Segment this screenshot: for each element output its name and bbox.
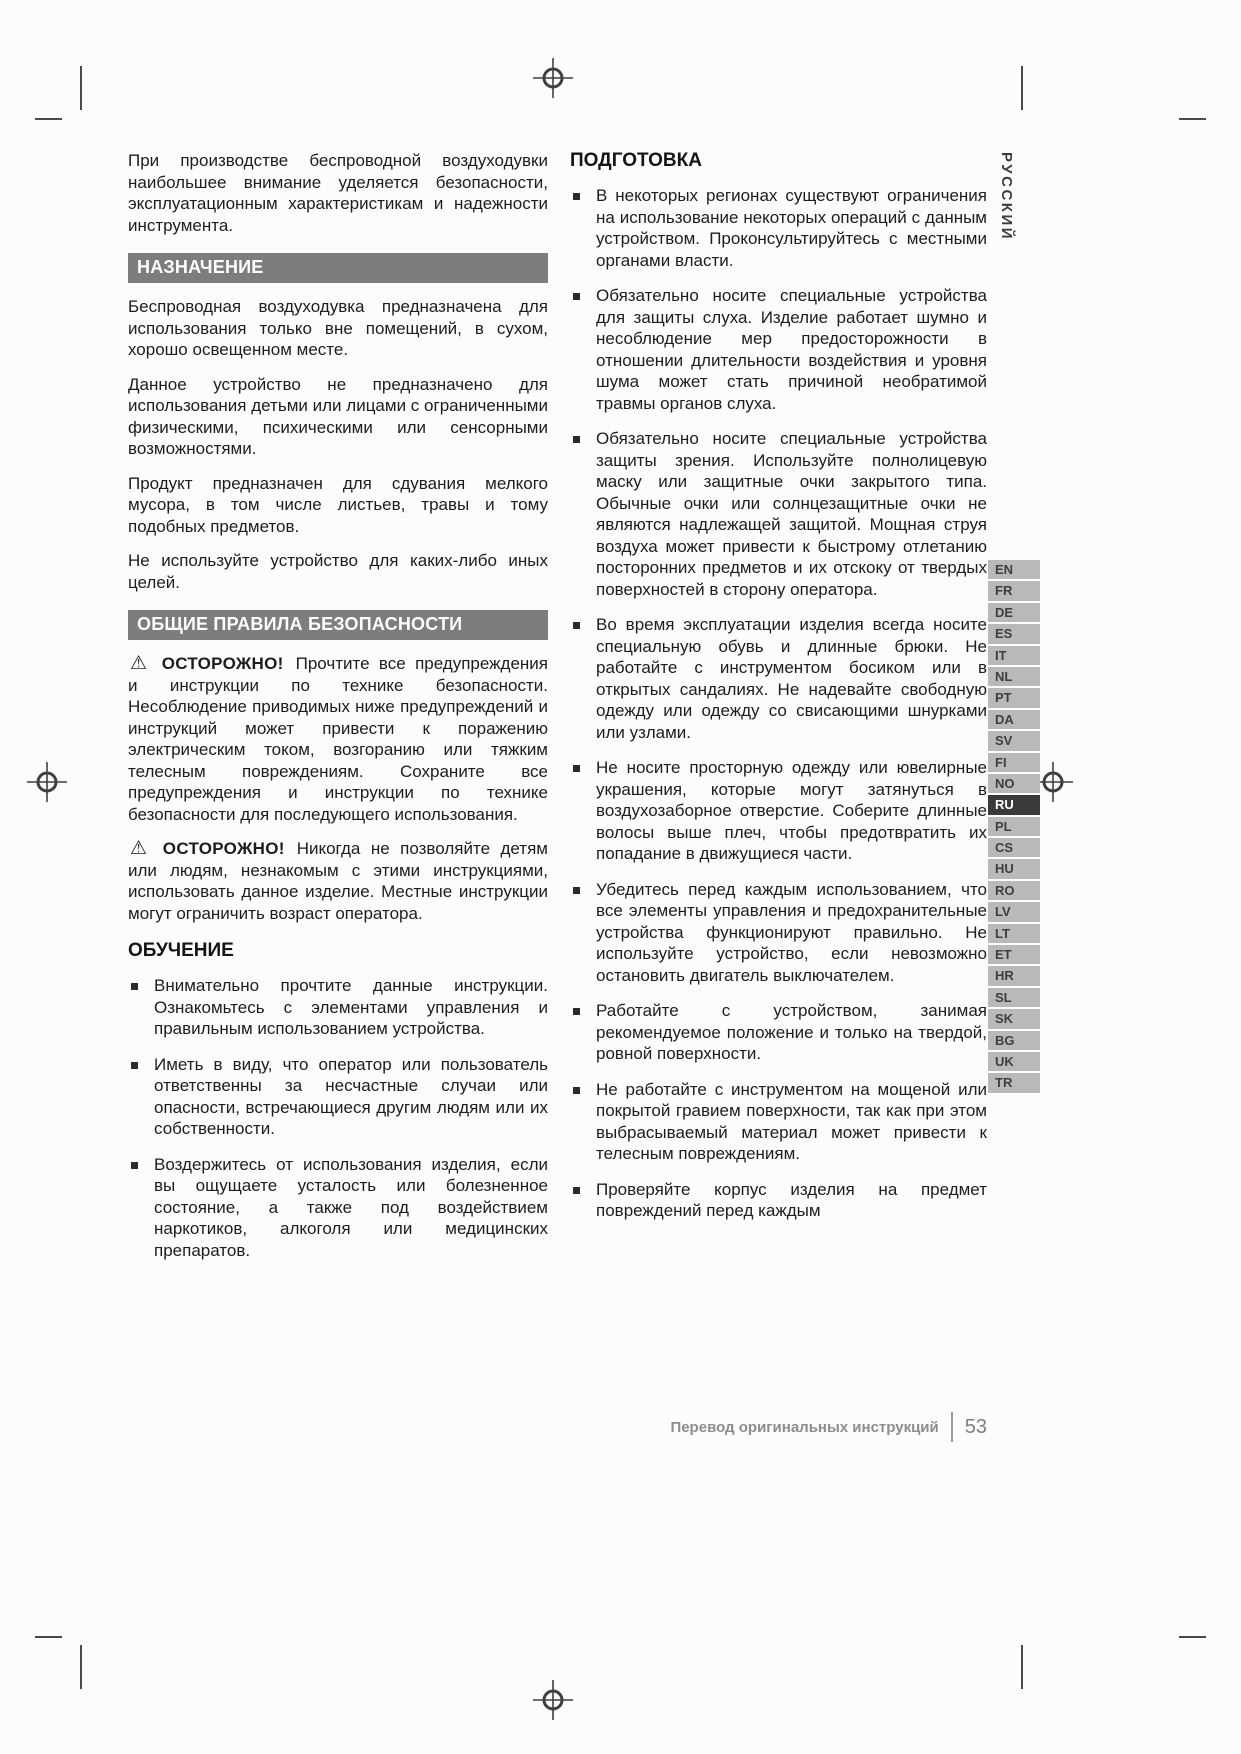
purpose-paragraph: Продукт предназначен для сдувания мелкого мусора, в том числе листьев, травы и тому подобных предметов. [128,473,548,536]
bullet-icon [573,193,580,200]
bullet-icon [131,1162,138,1169]
language-tab-fr: FR [988,581,1040,602]
trim-mark-bottom-right-vertical [1021,1645,1023,1689]
bullet-icon [573,1187,580,1194]
list-item: Убедитесь перед каждым использованием, что все элементы управления и предохранительные устройства функционируют правильно. Не используйте устройство, если невозможно остановить двигатель выключателем. [570,879,987,987]
warning-paragraph-1 [128,653,548,825]
language-tab-es: ES [988,624,1040,645]
warning-text: Прочтите все предупреждения и инструкции по технике безопасности. Несоблюдение приводимых ниже предупреждений и инструкций может привести к поражению электрическим током, возгоранию или тяжким телесным повреждениям. Сохраните все предупреждения и инструкции по технике безопасности для последующего использования. [128,654,548,824]
list-item: В некоторых регионах существуют ограничения на использование некоторых операций с данным устройством. Проконсультируйтесь с местными органами власти. [570,185,987,271]
warning-label: ОСТОРОЖНО! [162,839,285,858]
bullet-icon [573,293,580,300]
language-tab-cs: CS [988,838,1040,859]
language-tab-strip [988,560,1040,1095]
purpose-paragraph: Беспроводная воздуходувка предназначена для использования только вне помещений, в сухом, хорошо освещенном месте. [128,297,548,359]
registration-mark-bottom-icon [533,1680,573,1720]
training-list [128,975,548,1261]
list-item: Иметь в виду, что оператор или пользователь ответственны за несчастные случаи или опасности, встречающиеся другим людям или их собственности. [128,1054,548,1140]
list-item: Воздержитесь от использования изделия, если вы ощущаете усталость или болезненное состояние, а также под воздействием наркотиков, алкоголя или медицинских препаратов. [128,1154,548,1262]
bullet-icon [131,1062,138,1069]
right-column [570,150,987,1236]
language-tab-et: ET [988,945,1040,966]
language-tab-no: NO [988,774,1040,795]
list-item: Обязательно носите специальные устройства для защиты слуха. Изделие работает шумно и несоблюдение мер предосторожности в отношении длительности воздействия и уровня шума может стать причиной необратимой травмы органов слуха. [570,285,987,414]
bullet-icon [573,765,580,772]
language-tab-uk: UK [988,1052,1040,1073]
preparation-list [570,185,987,1222]
trim-mark-top-right-horizontal [1179,118,1206,120]
section-header-preparation: ПОДГОТОВКА [570,150,702,171]
language-tab-lt: LT [988,924,1040,945]
trim-mark-bottom-right-horizontal [1179,1636,1206,1638]
bullet-icon [573,622,580,629]
page-footer [570,1412,987,1442]
trim-mark-bottom-left-horizontal [35,1636,62,1638]
language-tab-pl: PL [988,817,1040,838]
page-language-label: РУССКИЙ [998,152,1015,242]
section-header-training: ОБУЧЕНИЕ [128,940,234,961]
language-tab-it: IT [988,646,1040,667]
footer-divider [951,1412,953,1442]
list-item: Не работайте с инструментом на мощеной или покрытой гравием поверхности, так как при этом выбрасываемый материал может привести к телесным повреждениям. [570,1079,987,1165]
trim-mark-top-right-vertical [1021,66,1023,110]
list-item: Внимательно прочтите данные инструкции. Ознакомьтесь с элементами управления и правильным использованием устройства. [128,975,548,1040]
warning-triangle-icon: ⚠ [130,653,152,674]
bullet-icon [131,983,138,990]
language-tab-sl: SL [988,988,1040,1009]
trim-mark-top-left-vertical [80,66,82,110]
language-tab-en: EN [988,560,1040,581]
list-item: Работайте с устройством, занимая рекомендуемое положение и только на твердой, ровной поверхности. [570,1000,987,1065]
trim-mark-bottom-left-vertical [80,1645,82,1689]
list-item: Во время эксплуатации изделия всегда носите специальную обувь и длинные брюки. Не работайте с инструментом босиком или в открытых сандалиях. Не надевайте свободную одежду или одежду со свисающими шнурками или узлами. [570,614,987,743]
registration-mark-left-icon [27,762,67,802]
language-tab-hu: HU [988,859,1040,880]
language-tab-de: DE [988,603,1040,624]
list-item: Проверяйте корпус изделия на предмет повреждений перед каждым [570,1179,987,1222]
language-tab-bg: BG [988,1031,1040,1052]
section-header-general-safety: ОБЩИЕ ПРАВИЛА БЕЗОПАСНОСТИ [128,610,548,640]
bullet-icon [573,887,580,894]
warning-text: Никогда не позволяйте детям или людям, незнакомым с этими инструкциями, использовать данное изделие. Местные инструкции могут ограничить возраст оператора. [128,839,548,923]
registration-mark-top-icon [533,58,573,98]
warning-label: ОСТОРОЖНО! [161,654,284,673]
language-tab-da: DA [988,710,1040,731]
intro-paragraph: При производстве беспроводной воздуходувки наибольшее внимание уделяется безопасности, эксплуатационным характеристикам и надежности инструмента. [128,151,548,235]
left-column [128,150,548,1275]
language-tab-sv: SV [988,731,1040,752]
language-tab-ro: RO [988,881,1040,902]
language-tab-sk: SK [988,1009,1040,1030]
warning-paragraph-2 [128,838,548,924]
purpose-paragraph: Не используйте устройство для каких-либо иных целей. [128,551,548,592]
trim-mark-top-left-horizontal [35,118,62,120]
language-tab-nl: NL [988,667,1040,688]
warning-triangle-icon: ⚠ [130,838,153,859]
bullet-icon [573,1008,580,1015]
language-tab-lv: LV [988,902,1040,923]
list-item: Не носите просторную одежду или ювелирные украшения, которые могут затянуться в воздухозаборное отверстие. Соберите длинные волосы выше плеч, чтобы предотвратить их попадание в движущиеся части. [570,757,987,865]
bullet-icon [573,436,580,443]
language-tab-ru-active: RU [988,795,1040,816]
section-header-purpose: НАЗНАЧЕНИЕ [128,253,548,283]
purpose-paragraph: Данное устройство не предназначено для использования детьми или лицами с ограниченными физическими, психическими или сенсорными возможностями. [128,374,548,458]
language-tab-tr: TR [988,1073,1040,1094]
footer-translation-note: Перевод оригинальных инструкций [670,1418,939,1436]
page-number: 53 [964,1415,987,1438]
language-tab-pt: PT [988,688,1040,709]
language-tab-hr: HR [988,966,1040,987]
language-tab-fi: FI [988,753,1040,774]
list-item: Обязательно носите специальные устройства защиты зрения. Используйте полнолицевую маску или защитные очки закрытого типа. Обычные очки или солнцезащитные очки не являются надлежащей защитой. Мощная струя воздуха может привести к быстрому отлетанию посторонних предметов и их отскоку от твердых поверхностей в сторону оператора. [570,428,987,600]
bullet-icon [573,1087,580,1094]
